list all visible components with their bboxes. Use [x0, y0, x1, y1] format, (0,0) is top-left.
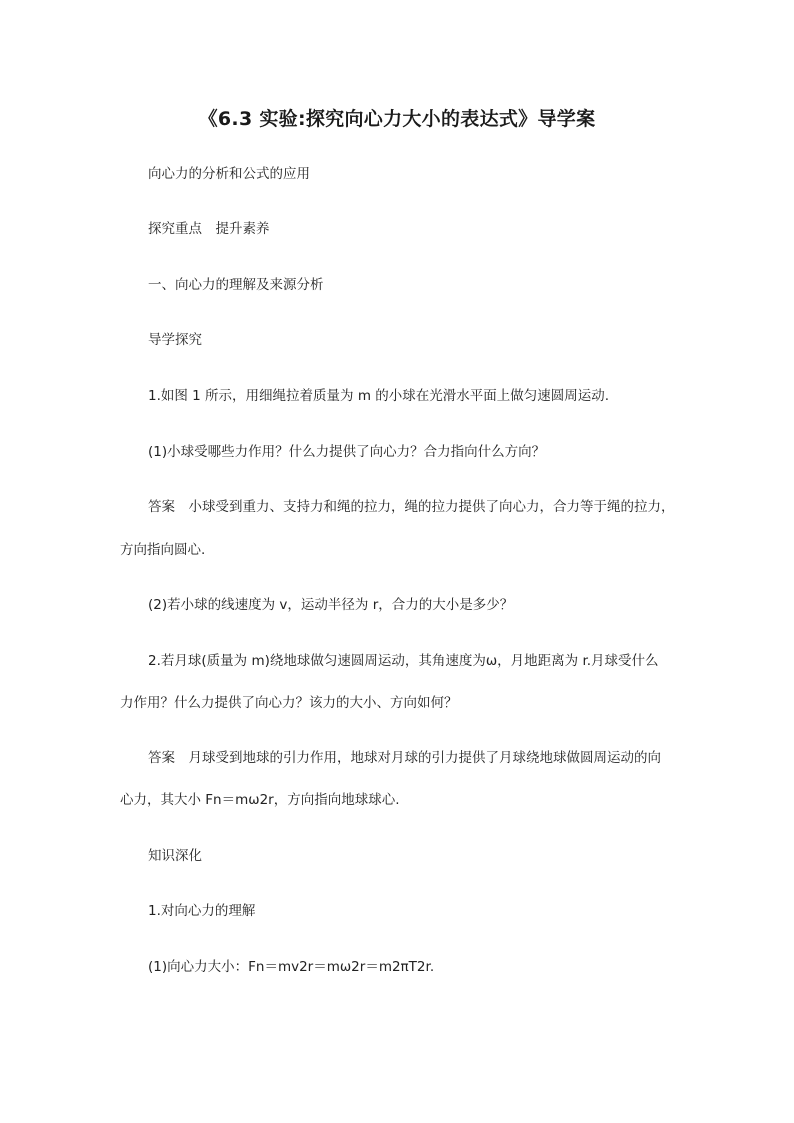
question-1-part-2: (2)若小球的线速度为 v，运动半径为 r，合力的大小是多少？ [148, 597, 514, 613]
question-2-line-1: 2.若月球(质量为 m)绕地球做匀速圆周运动，其角速度为ω，月地距离为 r.月球受什么 [148, 653, 659, 669]
question-2-line-2: 力作用？什么力提供了向心力？该力的大小、方向如何？ [120, 695, 458, 711]
point-1-formula: (1)向心力大小：Fn＝mv2r＝mω2r＝m2πT2r. [148, 959, 435, 975]
answer-1-line-1: 答案 小球受到重力、支持力和绳的拉力，绳的拉力提供了向心力，合力等于绳的拉力， [148, 499, 675, 515]
answer-2-line-2: 心力，其大小 Fn＝mω2r，方向指向地球球心. [120, 792, 400, 808]
subheading-guided-inquiry: 导学探究 [148, 332, 202, 348]
section-heading-key-points: 探究重点 提升素养 [148, 221, 270, 237]
question-1-text: 1.如图 1 所示，用细绳拉着质量为 m 的小球在光滑水平面上做匀速圆周运动. [148, 388, 610, 404]
answer-2-line-1: 答案 月球受到地球的引力作用，地球对月球的引力提供了月球绕地球做圆周运动的向 [148, 750, 661, 766]
answer-1-line-2: 方向指向圆心. [120, 542, 206, 558]
section-heading-topic: 向心力的分析和公式的应用 [148, 166, 310, 182]
section-heading-part-one: 一、向心力的理解及来源分析 [148, 277, 324, 293]
point-1-heading: 1.对向心力的理解 [148, 903, 256, 919]
page-title: 《6.3 实验:探究向心力大小的表达式》导学案 [198, 108, 596, 130]
subheading-knowledge-deepening: 知识深化 [148, 848, 202, 864]
question-1-part-1: (1)小球受哪些力作用？什么力提供了向心力？合力指向什么方向？ [148, 444, 546, 460]
